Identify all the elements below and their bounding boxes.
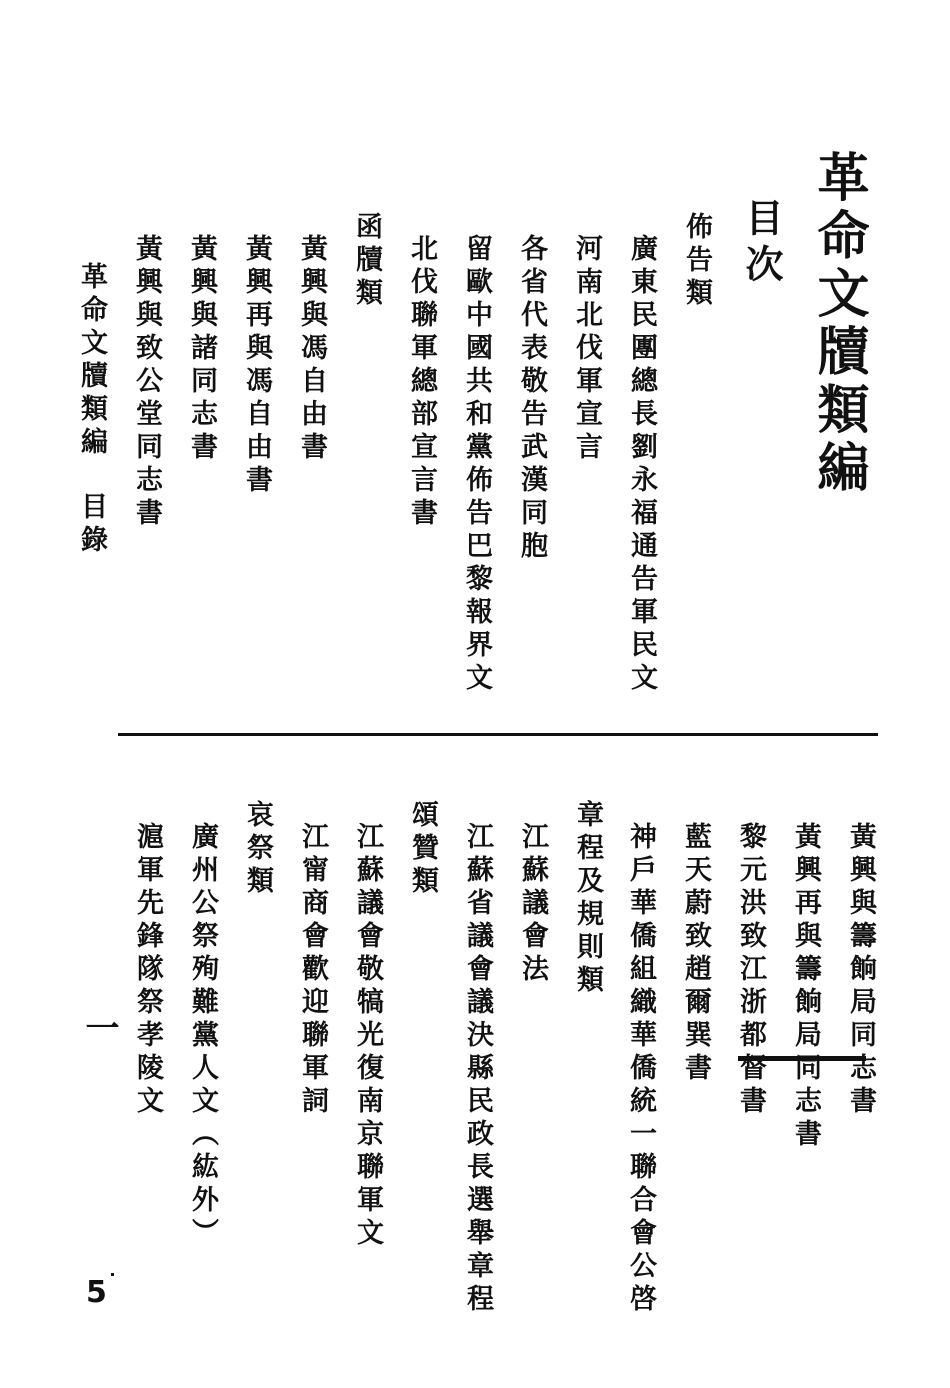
toc-entry: 廣州公祭殉難黨人文（紘外） [187,822,218,1251]
toc-entry: 藍天蔚致趙爾巽書 [680,822,711,1086]
running-title: 革命文牘類編 [76,262,107,460]
toc-entry: 廣東民團總長劉永福通告軍民文 [626,234,657,696]
toc-entry: 滬軍先鋒隊祭孝陵文 [132,822,163,1119]
overprint-mark [738,1056,866,1117]
category-memorials: 哀祭類 [242,800,273,899]
toc-entry: 江蘇議會法 [517,822,548,987]
toc-entry: 黃興再與籌餉局同志書 [790,822,821,1152]
toc-entry: 留歐中國共和黨佈告巴黎報界文 [461,234,492,696]
category-regulations: 章程及規則類 [572,800,603,998]
toc-entry: 江甯商會歡迎聯軍詞 [297,822,328,1119]
page-number: 一 [79,1010,119,1050]
running-section: 目錄 [76,492,107,558]
toc-entry: 黃興與致公堂同志書 [131,234,162,531]
toc-entry: 黃興再與馮自由書 [241,234,272,498]
toc-entry: 河南北伐軍宣言 [571,234,602,465]
print-speck [111,1273,114,1276]
page-divider [118,733,878,736]
toc-entry: 各省代表敬告武漢同胞 [516,234,547,564]
toc-entry: 北伐聯軍總部宣言書 [406,234,437,531]
toc-entry: 江蘇省議會議決縣民政長選舉章程 [462,822,493,1317]
toc-entry: 黃興與籌餉局同志書 [845,822,876,1119]
scan-page-number: 5 [86,1275,107,1310]
book-title: 革命文牘類編 [808,150,869,498]
category-proclamations: 佈告類 [681,212,712,311]
toc-entry: 江蘇議會敬犒光復南京聯軍文 [352,822,383,1251]
toc-entry: 黃興與諸同志書 [186,234,217,465]
toc-entry: 黃興與馮自由書 [296,234,327,465]
category-correspondence: 函牘類 [351,212,382,311]
toc-entry: 神戶華僑組織華僑統一聯合會公啓 [625,822,656,1317]
toc-heading: 目次 [739,198,784,290]
category-eulogies: 頌贊類 [407,800,438,899]
toc-entry: 黎元洪致江浙都督書 [735,822,766,1119]
